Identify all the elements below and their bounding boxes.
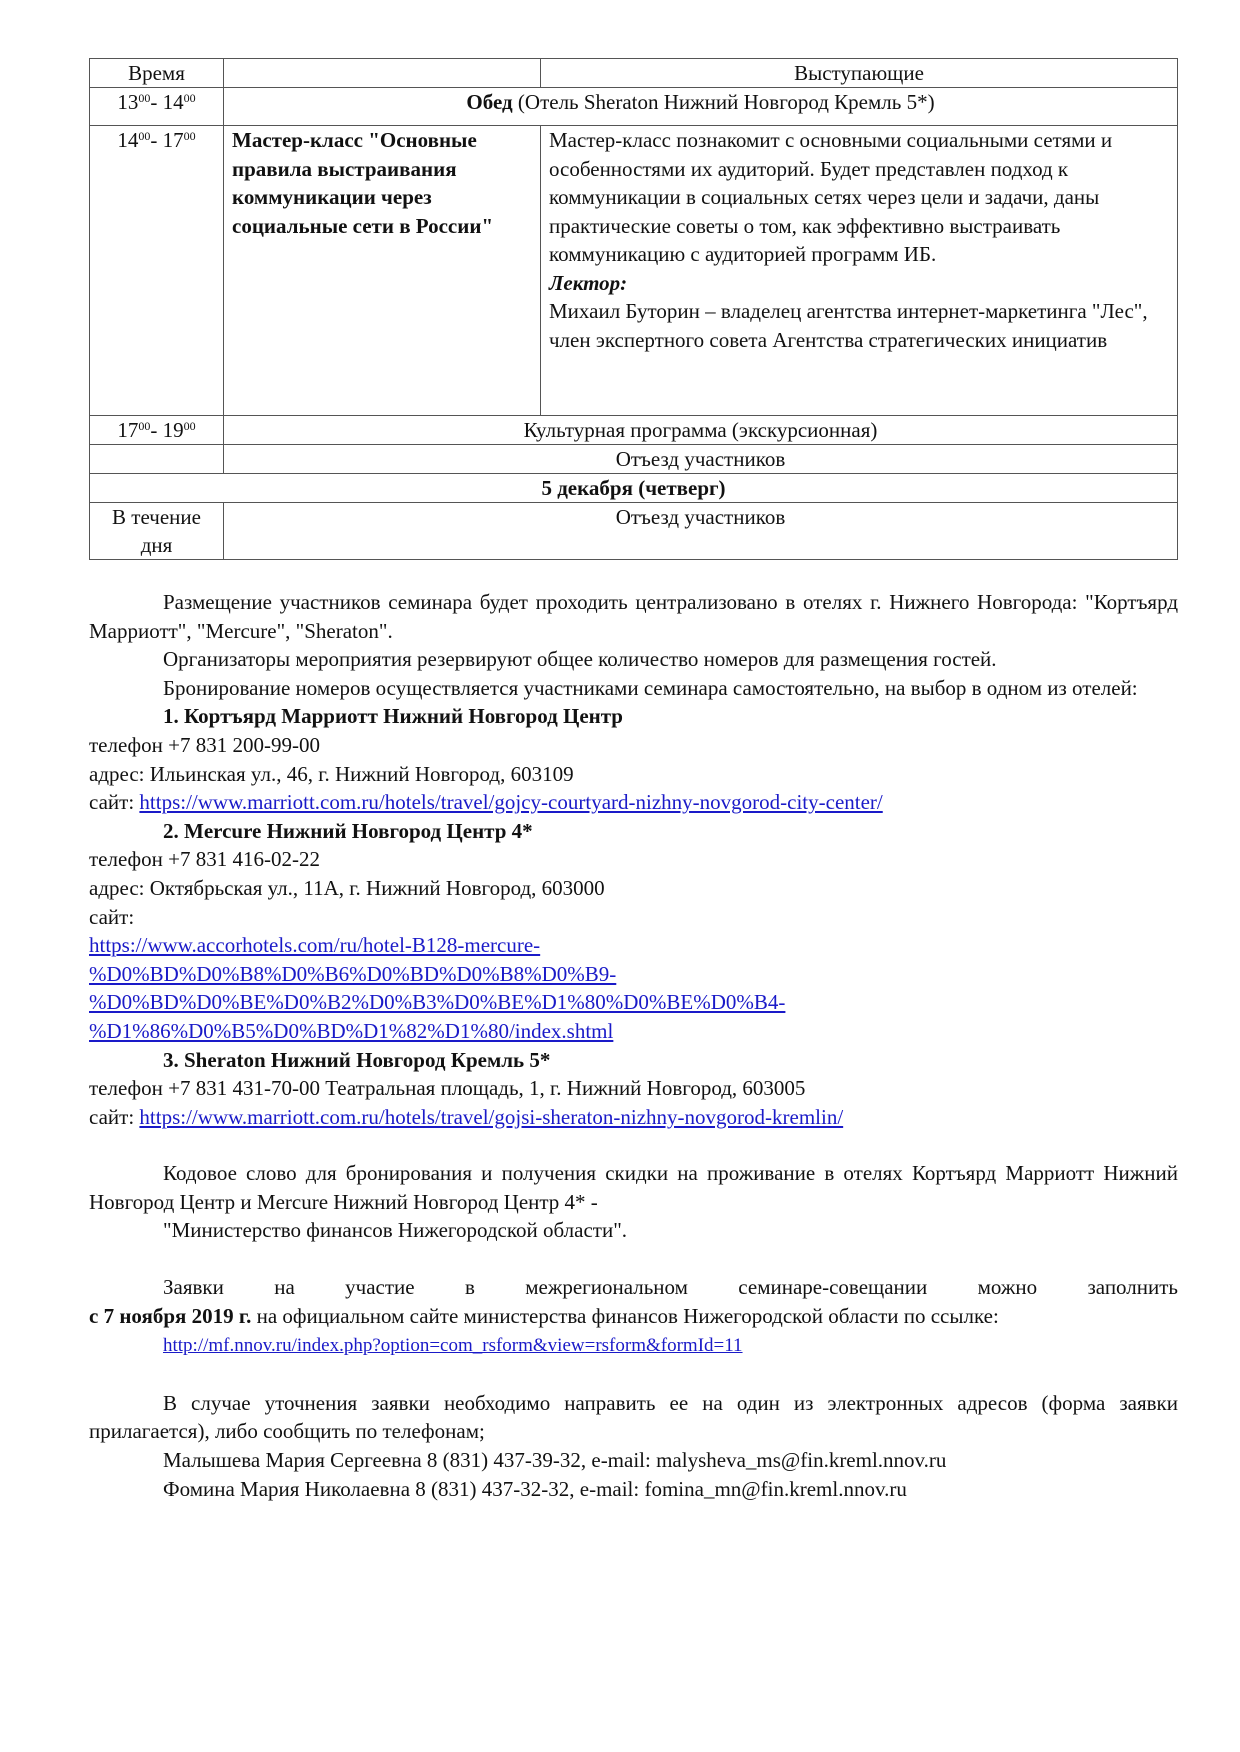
masterclass-description: Мастер-класс познакомит с основными социальными сетями и особенностями их аудиторий. Будет представлен подход к коммуникации в социальных сетях через цели и задачи, даны практические советы о том, как эффективно выстраивать коммуникацию с аудиторией программ ИБ. Лектор: Михаил Буторин – владелец агентства интернет-маркетинга "Лес", член экспертного совета Агентства стратегических инициатив <box>541 126 1178 416</box>
hotel-address: адрес: Октябрьская ул., 11А, г. Нижний Новгород, 603000 <box>89 875 605 900</box>
table-row <box>90 445 1178 474</box>
contacts-intro: В случае уточнения заявки необходимо направить ее на один из электронных адресов (форма заявки прилагается), либо сообщить по телефонам; <box>89 1390 1178 1444</box>
departure-cell: Отъезд участников <box>224 503 1178 560</box>
lector-info: Михаил Буторин – владелец агентства интернет-маркетинга "Лес", член экспертного совета Агентства стратегических инициатив <box>549 299 1148 352</box>
applications-paragraph: Заявки на участие в межрегиональном семинаре-совещании можно заполнить <box>163 1275 1178 1300</box>
document-page <box>89 58 1178 1503</box>
table-row <box>90 88 1178 126</box>
hotel-site: сайт: https://www.marriott.com.ru/hotels/travel/gojsi-sheraton-nizhny-novgorod-kremlin/ <box>89 1104 844 1129</box>
departure-cell: Отъезд участников <box>224 445 1178 474</box>
header-empty <box>224 59 541 88</box>
contact-person: Малышева Мария Сергеевна 8 (831) 437-39-32, e-mail: malysheva_ms@fin.kreml.nnov.ru <box>163 1448 947 1473</box>
hotel-1 <box>89 702 1178 816</box>
hotel-name: 3. Sheraton Нижний Новгород Кремль 5* <box>163 1047 551 1072</box>
hotel-name: 1. Кортъярд Марриотт Нижний Новгород Центр <box>163 704 623 729</box>
masterclass-topic: Мастер-класс "Основные правила выстраивания коммуникации через социальные сети в России" <box>224 126 541 416</box>
hotel-site-link[interactable]: %D0%BD%D0%B8%D0%B6%D0%BD%D0%B8%D0%B9- <box>89 961 617 986</box>
hotel-name: 2. Mercure Нижний Новгород Центр 4* <box>163 818 533 843</box>
day-header: 5 декабря (четверг) <box>90 474 1178 503</box>
header-speakers: Выступающие <box>541 59 1178 88</box>
hotel-2 <box>89 817 1178 1046</box>
reservation-paragraph: Организаторы мероприятия резервируют общее количество номеров для размещения гостей. <box>163 647 997 672</box>
header-time: Время <box>90 59 224 88</box>
body-text <box>89 588 1178 1503</box>
hotel-phone: телефон +7 831 200-99-00 <box>89 732 320 757</box>
hotel-site-link[interactable]: https://www.marriott.com.ru/hotels/travel/gojcy-courtyard-nizhny-novgorod-city-center/ <box>139 790 883 815</box>
codeword-paragraph: Кодовое слово для бронирования и получения скидки на проживание в отелях Кортъярд Марриотт Нижний Новгород Центр и Mercure Нижний Новгород Центр 4* - <box>89 1161 1178 1214</box>
hotel-site-link[interactable]: %D1%86%D0%B5%D0%BD%D1%82%D1%80/index.shtml <box>89 1018 614 1043</box>
table-row <box>90 126 1178 416</box>
codeword-value: "Министерство финансов Нижегородской области". <box>163 1218 628 1243</box>
application-form-link[interactable]: http://mf.nnov.ru/index.php?option=com_rsform&view=rsform&formId=11 <box>163 1335 743 1357</box>
table-row <box>90 416 1178 445</box>
accommodation-paragraph: Размещение участников семинара будет проходить централизовано в отелях г. Нижнего Новгорода: "Кортъярд Марриотт", "Mercure", "Sheraton". <box>89 590 1178 643</box>
day-header-row <box>90 474 1178 503</box>
hotel-site: сайт: https://www.marriott.com.ru/hotels/travel/gojcy-courtyard-nizhny-novgorod-city-center/ <box>89 790 883 815</box>
schedule-table <box>89 58 1178 560</box>
hotel-phone: телефон +7 831 416-02-22 <box>89 847 320 872</box>
lector-label: Лектор: <box>549 270 628 295</box>
time-cell: В течение дня <box>90 503 224 560</box>
hotel-3 <box>89 1046 1178 1132</box>
time-cell: $17^{00}-$ $19^{00}$ <box>90 416 224 445</box>
time-cell: $14^{00}-$ $17^{00}$ <box>90 126 224 416</box>
table-row <box>90 503 1178 560</box>
lunch-cell: Обед (Отель Sheraton Нижний Новгород Кремль 5*) <box>224 88 1178 126</box>
hotel-site-link[interactable]: %D0%BD%D0%BE%D0%B2%D0%B3%D0%BE%D1%80%D0%BE%D0%B4- <box>89 990 786 1015</box>
time-cell <box>90 445 224 474</box>
table-header-row <box>90 59 1178 88</box>
hotel-site-label: сайт: <box>89 904 135 929</box>
booking-paragraph: Бронирование номеров осуществляется участниками семинара самостоятельно, на выбор в одном из отелей: <box>163 675 1138 700</box>
hotel-site-link[interactable]: https://www.marriott.com.ru/hotels/travel/gojsi-sheraton-nizhny-novgorod-kremlin/ <box>139 1104 844 1129</box>
applications-date: с 7 ноября 2019 г. на официальном сайте министерства финансов Нижегородской области по ссылке: <box>89 1303 999 1328</box>
hotel-phone: телефон +7 831 431-70-00 Театральная площадь, 1, г. Нижний Новгород, 603005 <box>89 1076 806 1101</box>
contact-person: Фомина Мария Николаевна 8 (831) 437-32-32, e-mail: fomina_mn@fin.kreml.nnov.ru <box>163 1476 907 1501</box>
hotel-address: адрес: Ильинская ул., 46, г. Нижний Новгород, 603109 <box>89 761 574 786</box>
time-cell: $13^{00}-$ $14^{00}$ <box>90 88 224 126</box>
hotel-site-link[interactable]: https://www.accorhotels.com/ru/hotel-B128-mercure- <box>89 933 541 958</box>
culture-program: Культурная программа (экскурсионная) <box>224 416 1178 445</box>
